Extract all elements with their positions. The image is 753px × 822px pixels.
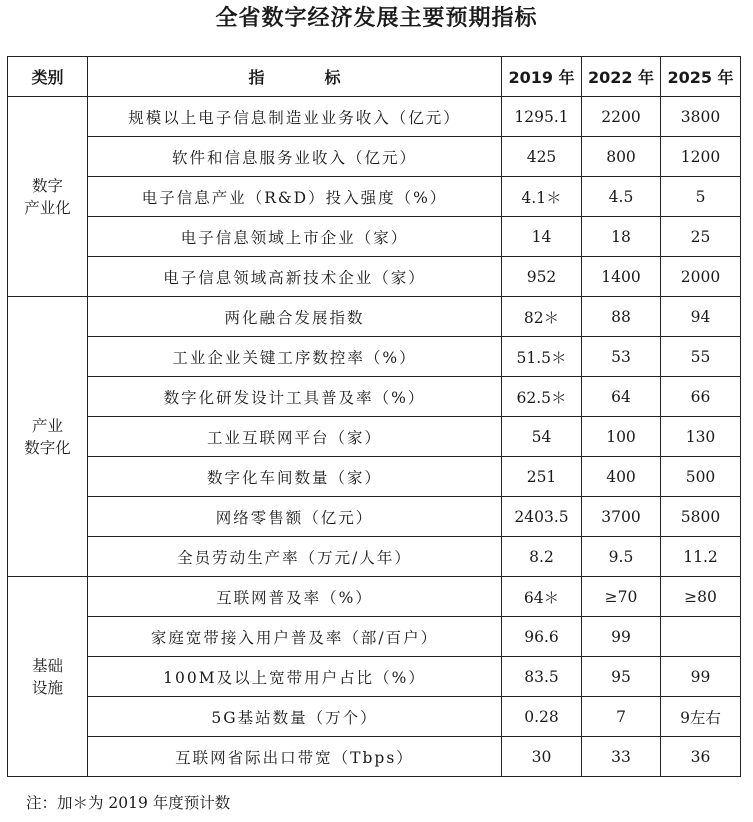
table-row — [8, 217, 741, 257]
value-2022-cell: 3700 — [582, 497, 661, 537]
value-2022-cell: 88 — [582, 297, 661, 337]
category-label-line: 数字 — [31, 176, 63, 195]
value-2019-cell: 54 — [502, 417, 582, 457]
value-2025-cell: 66 — [661, 377, 741, 417]
indicator-name-cell: 工业企业关键工序数控率（%） — [88, 337, 502, 377]
table-row — [8, 337, 741, 377]
table-body — [8, 97, 741, 777]
value-2022-cell: 33 — [582, 737, 661, 777]
category-label-line: 设施 — [31, 678, 63, 697]
category-label-line: 基础 — [31, 656, 63, 675]
value-2025-cell: 36 — [661, 737, 741, 777]
value-2019-cell: 0.28 — [502, 697, 582, 737]
value-2025-cell — [661, 617, 741, 657]
value-2019-cell: 83.5 — [502, 657, 582, 697]
indicator-name-cell: 数字化研发设计工具普及率（%） — [88, 377, 502, 417]
header-year-2022: 2022 年 — [582, 57, 661, 97]
indicator-name-cell: 家庭宽带接入用户普及率（部/百户） — [88, 617, 502, 657]
value-2025-cell: 25 — [661, 217, 741, 257]
page-title: 全省数字经济发展主要预期指标 — [215, 6, 538, 31]
table-row — [8, 457, 741, 497]
indicator-name-cell: 5G基站数量（万个） — [88, 697, 502, 737]
value-2022-cell: 9.5 — [582, 537, 661, 577]
value-2019-cell: 82＊ — [502, 297, 582, 337]
value-2022-cell: 1400 — [582, 257, 661, 297]
value-2019-cell: 62.5＊ — [502, 377, 582, 417]
header-year-2025: 2025 年 — [661, 57, 741, 97]
indicator-name-cell: 互联网普及率（%） — [88, 577, 502, 617]
value-2022-cell: 4.5 — [582, 177, 661, 217]
footnote: 注：加＊为 2019 年度预计数 — [26, 794, 231, 812]
category-cell — [8, 97, 88, 297]
table-row — [8, 657, 741, 697]
indicator-name-cell: 电子信息领域高新技术企业（家） — [88, 257, 502, 297]
value-2019-cell: 952 — [502, 257, 582, 297]
value-2022-cell: 400 — [582, 457, 661, 497]
indicator-name-cell: 软件和信息服务业收入（亿元） — [88, 137, 502, 177]
indicator-name-cell: 电子信息领域上市企业（家） — [88, 217, 502, 257]
value-2025-cell: 99 — [661, 657, 741, 697]
value-2025-cell: 130 — [661, 417, 741, 457]
table-row — [8, 737, 741, 777]
header-indicator-part-1: 指 — [248, 68, 265, 87]
indicator-name-cell: 100M及以上宽带用户占比（%） — [88, 657, 502, 697]
table-row — [8, 537, 741, 577]
value-2022-cell: 800 — [582, 137, 661, 177]
table-row — [8, 97, 741, 137]
value-2019-cell: 251 — [502, 457, 582, 497]
header-year-2019: 2019 年 — [502, 57, 582, 97]
table-row — [8, 697, 741, 737]
value-2025-cell: 55 — [661, 337, 741, 377]
indicator-name-cell: 数字化车间数量（家） — [88, 457, 502, 497]
value-2019-cell: 425 — [502, 137, 582, 177]
value-2022-cell: 99 — [582, 617, 661, 657]
table-row — [8, 377, 741, 417]
value-2019-cell: 2403.5 — [502, 497, 582, 537]
value-2022-cell: 53 — [582, 337, 661, 377]
value-2019-cell: 51.5＊ — [502, 337, 582, 377]
table-row — [8, 417, 741, 457]
value-2025-cell: ≥80 — [661, 577, 741, 617]
table-row — [8, 257, 741, 297]
value-2025-cell: 2000 — [661, 257, 741, 297]
header-row — [8, 57, 741, 97]
header-category: 类别 — [8, 57, 88, 97]
value-2019-cell: 1295.1 — [502, 97, 582, 137]
indicator-name-cell: 规模以上电子信息制造业业务收入（亿元） — [88, 97, 502, 137]
table-row — [8, 497, 741, 537]
indicator-name-cell: 工业互联网平台（家） — [88, 417, 502, 457]
value-2019-cell: 30 — [502, 737, 582, 777]
table-row — [8, 177, 741, 217]
value-2022-cell: ≥70 — [582, 577, 661, 617]
indicator-name-cell: 两化融合发展指数 — [88, 297, 502, 337]
value-2025-cell: 9左右 — [661, 697, 741, 737]
value-2022-cell: 18 — [582, 217, 661, 257]
value-2022-cell: 100 — [582, 417, 661, 457]
value-2019-cell: 4.1＊ — [502, 177, 582, 217]
value-2019-cell: 96.6 — [502, 617, 582, 657]
indicator-name-cell: 互联网省际出口带宽（Tbps） — [88, 737, 502, 777]
value-2025-cell: 1200 — [661, 137, 741, 177]
indicators-table — [7, 56, 741, 777]
table-row — [8, 297, 741, 337]
table-row — [8, 137, 741, 177]
table-row — [8, 617, 741, 657]
value-2022-cell: 7 — [582, 697, 661, 737]
value-2022-cell: 64 — [582, 377, 661, 417]
header-indicator-part-2: 标 — [324, 68, 341, 87]
value-2025-cell: 5 — [661, 177, 741, 217]
value-2025-cell: 11.2 — [661, 537, 741, 577]
table-row — [8, 577, 741, 617]
category-cell — [8, 297, 88, 577]
indicator-name-cell: 网络零售额（亿元） — [88, 497, 502, 537]
indicator-name-cell: 全员劳动生产率（万元/人年） — [88, 537, 502, 577]
indicator-name-cell: 电子信息产业（R&D）投入强度（%） — [88, 177, 502, 217]
value-2025-cell: 94 — [661, 297, 741, 337]
category-label-line: 数字化 — [24, 438, 71, 457]
value-2025-cell: 3800 — [661, 97, 741, 137]
category-label-line: 产业化 — [24, 198, 71, 217]
value-2019-cell: 64＊ — [502, 577, 582, 617]
category-label-line: 产业 — [31, 416, 63, 435]
value-2019-cell: 14 — [502, 217, 582, 257]
header-indicator — [88, 57, 502, 97]
value-2022-cell: 95 — [582, 657, 661, 697]
value-2025-cell: 5800 — [661, 497, 741, 537]
value-2022-cell: 2200 — [582, 97, 661, 137]
value-2025-cell: 500 — [661, 457, 741, 497]
category-cell — [8, 577, 88, 777]
value-2019-cell: 8.2 — [502, 537, 582, 577]
